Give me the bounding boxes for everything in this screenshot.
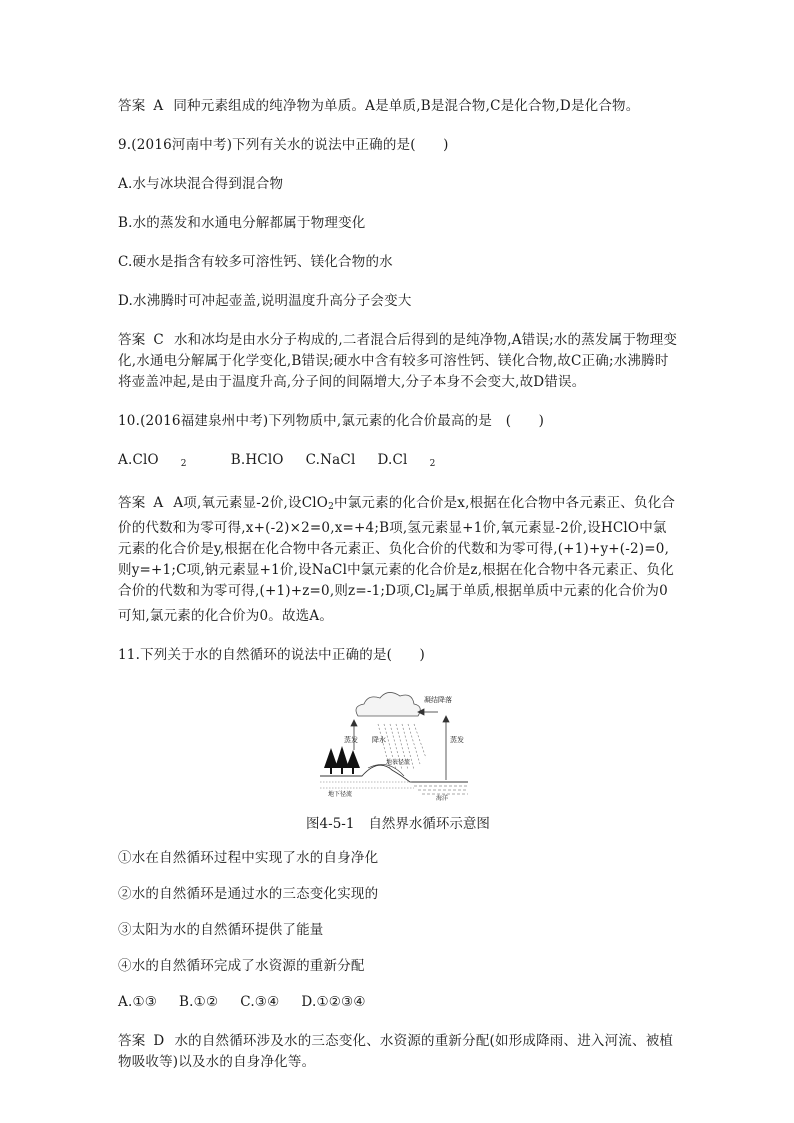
q10-options xyxy=(118,450,678,475)
q9-option-d: D.水沸腾时可冲起壶盖,说明温度升高分子会变大 xyxy=(118,293,412,309)
answer-letter: A xyxy=(153,98,164,114)
ocean-waves xyxy=(414,786,468,794)
q9-option-c: C.硬水是指含有较多可溶性钙、镁化合物的水 xyxy=(118,254,393,270)
figure-caption xyxy=(118,812,678,832)
q10-option-b: B.HClO xyxy=(230,452,284,468)
figure-number: 图4-5-1 xyxy=(306,816,355,832)
q11-option-b: B.①② xyxy=(179,994,219,1010)
label-ocean: 海洋 xyxy=(436,795,449,802)
answer-letter: A xyxy=(153,495,164,511)
label-evap-right: 蒸发 xyxy=(450,736,464,744)
answer-label: 答案 xyxy=(118,1033,146,1049)
cloud-icon xyxy=(356,692,420,716)
q11-option-d: D.①②③④ xyxy=(301,994,366,1010)
q10-stem: 10.(2016福建泉州中考)下列物质中,氯元素的化合价最高的是 ( ) xyxy=(118,413,545,429)
q10-option-c: C.NaCl xyxy=(305,452,356,468)
label-underground-runoff: 地下径流 xyxy=(328,791,353,798)
evaporation-arrows xyxy=(351,709,449,780)
label-condense: 凝结降落 xyxy=(424,696,452,704)
q11-answer xyxy=(118,1031,678,1073)
label-surface-runoff: 地表径流 xyxy=(386,759,411,766)
label-rain: 降水 xyxy=(372,736,386,744)
q11-statement-3: ③太阳为水的自然循环提供了能量 xyxy=(118,922,324,938)
answer-text: 水的自然循环涉及水的三态变化、水资源的重新分配(如形成降雨、进入河流、被植物吸收等)以及水的自身净化等。 xyxy=(118,1033,674,1070)
q9-option-a: A.水与冰块混合得到混合物 xyxy=(118,176,284,192)
q10-answer: 答案 A A项,氧元素显-2价,设ClO$_2$中氯元素的化合价是x,根据在化合物中各元素正、负化合价的代数和为零可得,x+(-2)×2=0,x=+4;B项,氢元素显+1价,氧元素显-2价,设HClO中氯元素的化合价是y,根据在化合物中各元素正、负化合价的代数和为零可得,(+1)+y+(-2)=0,则y=+1;C项,钠元素显+1价,设NaCl中氯元素的化合价是z,根据在化合物中各元素正、负化合价的代数和为零可得,(+1)+z=0,则z=-1;D项$,Cl_2$属于单质,根据单质中元素的化合价为0可知,氯元素的化合价为0。故选A。 xyxy=(118,495,676,624)
answer-letter: C xyxy=(153,332,164,348)
q11-statement-2: ②水的自然循环是通过水的三态变化实现的 xyxy=(118,886,379,902)
q9-stem: 9.(2016河南中考)下列有关水的说法中正确的是( ) xyxy=(118,137,449,153)
q11-options xyxy=(118,992,678,1013)
label-evap-left: 蒸发 xyxy=(344,736,358,744)
q10-option-a: A.ClO $_2$ xyxy=(118,452,187,469)
q9-answer xyxy=(118,330,678,393)
answer-text: 同种元素组成的纯净物为单质。A是单质,B是混合物,C是化合物,D是化合物。 xyxy=(173,98,640,114)
answer-label: 答案 xyxy=(118,495,146,511)
underground-runoff xyxy=(320,782,414,788)
tree-icons xyxy=(324,746,360,774)
q10-option-d: D.Cl $_2$ xyxy=(377,452,436,469)
q8-answer xyxy=(118,96,678,117)
answer-letter: D xyxy=(153,1033,165,1049)
q9-option-b: B.水的蒸发和水通电分解都属于物理变化 xyxy=(118,215,366,231)
answer-label: 答案 xyxy=(118,332,146,348)
q11-stem: 11.下列关于水的自然循环的说法中正确的是( ) xyxy=(118,647,426,663)
figure-title: 自然界水循环示意图 xyxy=(368,816,490,832)
answer-label: 答案 xyxy=(118,98,146,114)
q11-statement-1: ①水在自然循环过程中实现了水的自身净化 xyxy=(118,850,379,866)
water-cycle-figure xyxy=(118,684,678,806)
water-cycle-diagram xyxy=(318,684,478,802)
q11-option-c: C.③④ xyxy=(240,994,280,1010)
document-page xyxy=(118,96,678,1091)
q11-statement-4: ④水的自然循环完成了水资源的重新分配 xyxy=(118,958,365,974)
q11-option-a: A.①③ xyxy=(118,994,158,1010)
answer-text: 水和冰均是由水分子构成的,二者混合后得到的是纯净物,A错误;水的蒸发属于物理变化,水通电分解属于化学变化,B错误;硬水中含有较多可溶性钙、镁化合物,故C正确;水沸腾时将壶盖冲起,是由于温度升高,分子间的间隔增大,分子本身不会变大,故D错误。 xyxy=(118,332,678,390)
